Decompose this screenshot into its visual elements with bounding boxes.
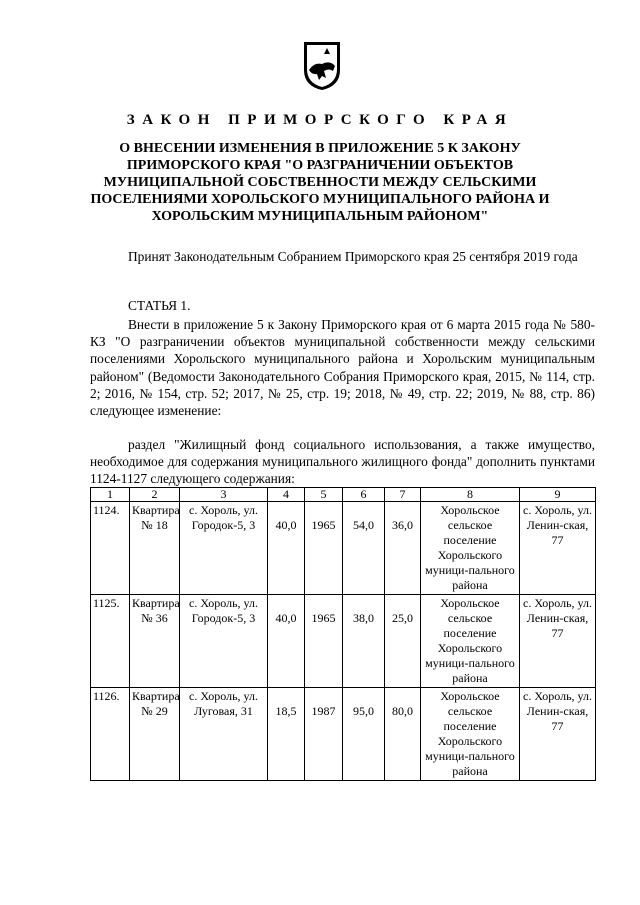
object-address: с. Хороль, ул. Луговая, 31 xyxy=(180,688,268,781)
law-title: ЗАКОН ПРИМОРСКОГО КРАЯ xyxy=(126,112,514,128)
table-header-cell: 7 xyxy=(385,488,421,502)
table-header-cell: 8 xyxy=(421,488,520,502)
object-owner: Хорольское сельское поселение Хорольского муници-пального района xyxy=(421,502,520,595)
adoption-note: Принят Законодательным Собранием Приморского края 25 сентября 2019 года xyxy=(128,249,578,264)
article-heading: СТАТЬЯ 1. xyxy=(128,298,191,313)
row-number: 1125. xyxy=(91,595,130,688)
table-header-cell: 3 xyxy=(180,488,268,502)
row-number: 1126. xyxy=(91,688,130,781)
object-wear: 95,0 xyxy=(343,688,385,781)
object-wear: 38,0 xyxy=(343,595,385,688)
article-text: Внести в приложение 5 к Закону Приморского края от 6 марта 2015 года № 580-КЗ "О разграничении объектов муниципальной собственности между сельскими поселениями Хорольского муниципального района и Хорольским муниципальным районом" (Ведомости Законодательного Собрания Приморского края, 2015, № 114, стр. 2; 2016, № 154, стр. 52; 2017, № 25, стр. 19; 2018, № 49, стр. 22; 2019, № 88, стр. 86) следующее изменение: xyxy=(90,317,595,419)
object-name: Квартира № 29 xyxy=(130,688,180,781)
object-name: Квартира № 36 xyxy=(130,595,180,688)
object-recipient: с. Хороль, ул. Ленин-ская, 77 xyxy=(520,595,596,688)
object-address: с. Хороль, ул. Городок-5, 3 xyxy=(180,595,268,688)
section-text: раздел "Жилищный фонд социального использования, а также имущество, необходимое для содержания муниципального жилищного фонда" дополнить пунктами 1124-1127 следующего содержания: xyxy=(90,437,595,487)
object-year: 1965 xyxy=(305,502,343,595)
object-address: с. Хороль, ул. Городок-5, 3 xyxy=(180,502,268,595)
table-header-cell: 6 xyxy=(343,488,385,502)
object-recipient: с. Хороль, ул. Ленин-ская, 77 xyxy=(520,502,596,595)
law-subtitle: О ВНЕСЕНИИ ИЗМЕНЕНИЯ В ПРИЛОЖЕНИЕ 5 К ЗАКОНУ ПРИМОРСКОГО КРАЯ "О РАЗГРАНИЧЕНИИ ОБЪЕКТОВ МУНИЦИПАЛЬНОЙ СОБСТВЕННОСТИ МЕЖДУ СЕЛЬСКИМИ ПОСЕЛЕНИЯМИ ХОРОЛЬСКОГО МУНИЦИПАЛЬНОГО РАЙОНА И ХОРОЛЬСКИМ МУНИЦИПАЛЬНЫМ РАЙОНОМ" xyxy=(90,141,550,224)
object-area: 18,5 xyxy=(268,688,305,781)
object-area: 40,0 xyxy=(268,502,305,595)
table-header-cell: 2 xyxy=(130,488,180,502)
object-year: 1965 xyxy=(305,595,343,688)
object-residual: 36,0 xyxy=(385,502,421,595)
table-header-cell: 9 xyxy=(520,488,596,502)
table-row xyxy=(91,688,596,781)
object-recipient: с. Хороль, ул. Ленин-ская, 77 xyxy=(520,688,596,781)
row-number: 1124. xyxy=(91,502,130,595)
table-header-cell: 5 xyxy=(305,488,343,502)
table-header-row xyxy=(91,488,596,502)
object-area: 40,0 xyxy=(268,595,305,688)
object-wear: 54,0 xyxy=(343,502,385,595)
object-residual: 80,0 xyxy=(385,688,421,781)
table-row xyxy=(91,502,596,595)
object-residual: 25,0 xyxy=(385,595,421,688)
property-table xyxy=(90,487,596,781)
table-row xyxy=(91,595,596,688)
coat-of-arms-icon xyxy=(300,40,344,92)
object-name: Квартира № 18 xyxy=(130,502,180,595)
object-owner: Хорольское сельское поселение Хорольского муници-пального района xyxy=(421,595,520,688)
table-header-cell: 1 xyxy=(91,488,130,502)
object-owner: Хорольское сельское поселение Хорольского муници-пального района xyxy=(421,688,520,781)
object-year: 1987 xyxy=(305,688,343,781)
table-header-cell: 4 xyxy=(268,488,305,502)
